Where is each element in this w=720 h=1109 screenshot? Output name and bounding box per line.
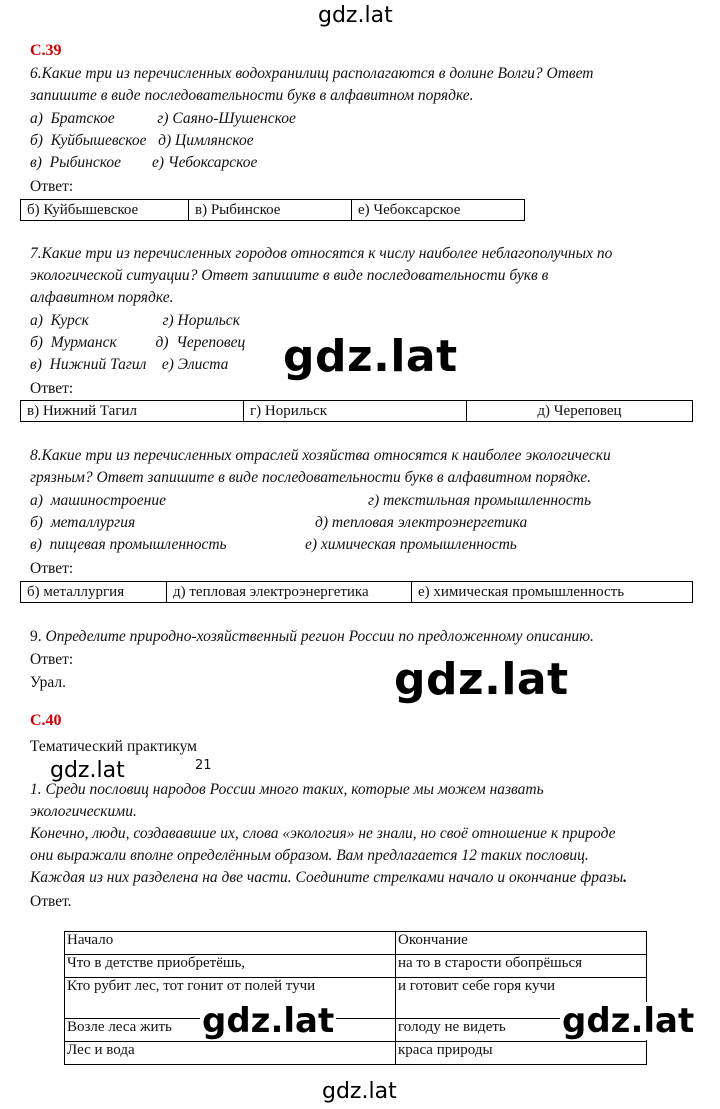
q1-text-line5-main: Каждая из них разделена на две части. Соедините стрелками начало и окончание фразы: [30, 869, 624, 886]
q8-text-line1: 8.Какие три из перечисленных отраслей хозяйства относятся к наиболее экологически: [30, 447, 611, 464]
q6-option-row: а) Братское г) Саяно-Шушенское: [30, 110, 296, 127]
table-cell: Возле леса жить: [65, 1019, 396, 1042]
q1-answer-label: Ответ.: [30, 893, 72, 910]
table-cell: краса природы: [396, 1042, 647, 1065]
q8-answer-table: [20, 581, 693, 603]
watermark-center: gdz.lat: [283, 331, 458, 382]
q6-text-line2: запишите в виде последовательности букв в алфавитном порядке.: [30, 87, 474, 104]
answer-cell: е) химическая промышленность: [412, 582, 693, 603]
q7-text-line1: 7.Какие три из перечисленных городов относятся к числу наиболее неблагополучных по: [30, 245, 613, 262]
watermark-bottom: gdz.lat: [322, 1079, 397, 1104]
proverb-match-table: [64, 931, 647, 1065]
q8-option: г) текстильная промышленность: [368, 492, 592, 509]
q6-option-row: в) Рыбинское е) Чебоксарское: [30, 154, 258, 171]
watermark-right: gdz.lat: [394, 654, 569, 705]
table-cell: на то в старости обопрёшься: [396, 955, 647, 978]
q9-question: Определите природно-хозяйственный регион России по предложенному описанию.: [45, 628, 594, 645]
q8-option: б) металлургия: [30, 514, 136, 531]
q6-text-line1: 6.Какие три из перечисленных водохранилищ располагаются в долине Волги? Ответ: [30, 65, 594, 82]
table-cell: и готовит себе горя кучи: [396, 978, 647, 1019]
answer-cell: е) Чебоксарское: [352, 200, 525, 221]
table-cell: голоду не видеть: [396, 1019, 647, 1042]
answer-cell: г) Норильск: [244, 401, 467, 422]
q9-answer-label: Ответ:: [30, 651, 74, 668]
q1-text-line5-end: .: [623, 869, 628, 886]
q9-text: [30, 626, 594, 648]
q1-text-line2: экологическими.: [30, 803, 137, 820]
q7-text-line2: экологической ситуации? Ответ запишите в виде последовательности букв в: [30, 267, 549, 284]
q8-option: д) тепловая электроэнергетика: [315, 514, 528, 531]
q6-option-row: б) Куйбышевское д) Цимлянское: [30, 132, 254, 149]
page-heading-39: С.39: [30, 42, 62, 59]
page-number: 21: [195, 758, 212, 773]
table-header-end: Окончание: [396, 932, 647, 955]
practicum-title: Тематический практикум: [30, 738, 197, 755]
watermark-table-left: gdz.lat: [202, 1001, 335, 1041]
page-heading-40: С.40: [30, 712, 62, 729]
q8-option: а) машиностроение: [30, 492, 166, 509]
q9-answer: Урал.: [30, 674, 66, 691]
q7-answer-label: Ответ:: [30, 380, 74, 397]
table-cell: Что в детстве приобретёшь,: [65, 955, 396, 978]
q6-answer-label: Ответ:: [30, 178, 74, 195]
q1-text-line3: Конечно, люди, создававшие их, слова «экология» не знали, но своё отношение к природе: [30, 825, 616, 842]
q1-text-line5: [30, 867, 627, 889]
watermark-top: gdz.lat: [318, 3, 393, 28]
answer-cell: б) металлургия: [21, 582, 167, 603]
q8-option: в) пищевая промышленность: [30, 536, 227, 553]
q1-text-line1: 1. Среди пословиц народов России много таких, которые мы можем назвать: [30, 781, 544, 798]
answer-cell: в) Рыбинское: [189, 200, 352, 221]
table-cell: Кто рубит лес, тот гонит от полей тучи: [65, 978, 396, 1019]
table-cell: Лес и вода: [65, 1042, 396, 1065]
q8-answer-label: Ответ:: [30, 560, 74, 577]
q7-answer-table: [20, 400, 693, 422]
q7-option-row: а) Курск г) Норильск: [30, 312, 240, 329]
q7-option-row: б) Мурманск д) Череповец: [30, 334, 246, 351]
q9-number: 9.: [30, 628, 46, 645]
q7-option-row: в) Нижний Тагил е) Элиста: [30, 356, 229, 373]
q6-answer-table: [20, 199, 525, 221]
watermark-table-right: gdz.lat: [562, 1001, 695, 1041]
q1-text-line4: они выражали вполне определённым образом. Вам предлагается 12 таких пословиц.: [30, 847, 589, 864]
watermark-left: gdz.lat: [50, 758, 125, 783]
q8-text-line2: грязным? Ответ запишите в виде последовательности букв в алфавитном порядке.: [30, 469, 591, 486]
answer-cell: б) Куйбышевское: [21, 200, 189, 221]
answer-cell: в) Нижний Тагил: [21, 401, 244, 422]
table-header-start: Начало: [65, 932, 396, 955]
answer-cell: д) тепловая электроэнергетика: [167, 582, 412, 603]
answer-cell: д) Череповец: [467, 401, 693, 422]
q8-option: е) химическая промышленность: [305, 536, 517, 553]
q7-text-line3: алфавитном порядке.: [30, 289, 174, 306]
